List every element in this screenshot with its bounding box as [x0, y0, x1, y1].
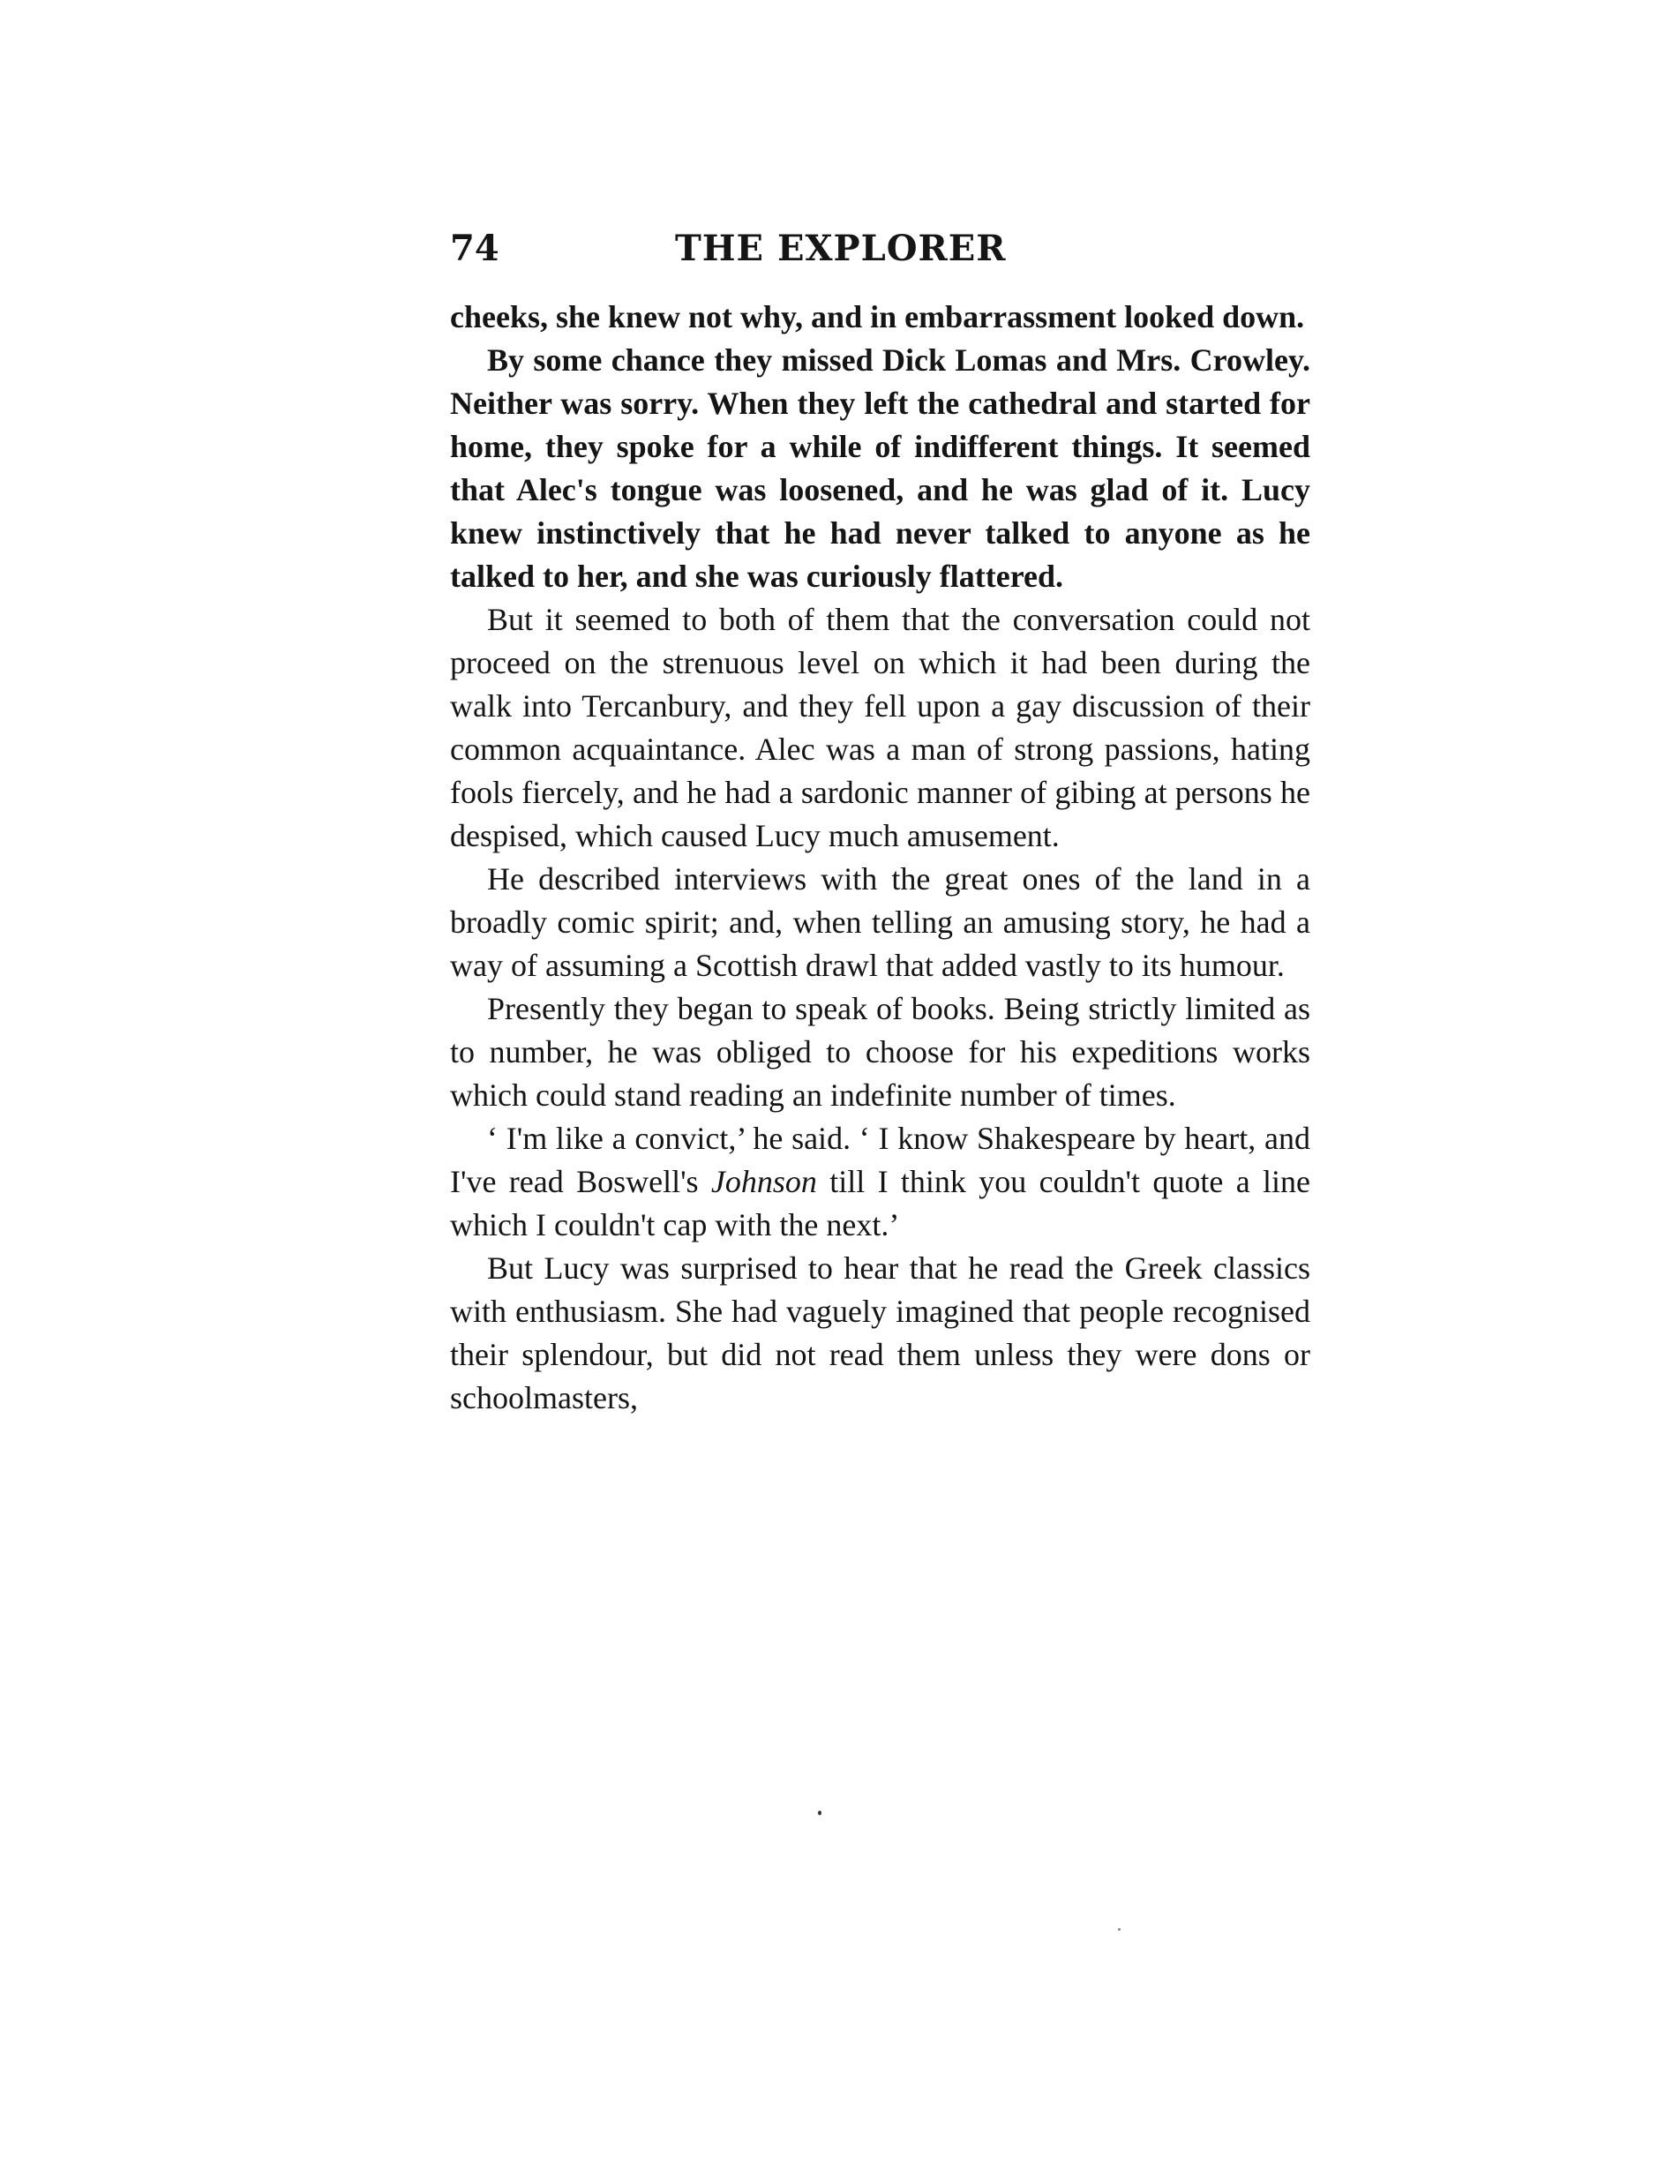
- running-title: THE EXPLORER: [675, 228, 1007, 269]
- paragraph-7: But Lucy was surprised to hear that he read the Greek classics with enthusiasm. She had vaguely imagined that people recognised their splendour, but did not read them unless they were dons or schoolmasters,: [450, 1250, 1310, 1415]
- paragraph-2: By some chance they missed Dick Lomas and Mrs. Crowley. Neither was sorry. When they left the cathedral and started for home, they spoke for a while of indifferent things. It seemed that Alec's tongue was loosened, and he was glad of it. Lucy knew instinctively that he had never talked to anyone as he talked to her, and she was curiously flattered.: [450, 342, 1310, 594]
- paragraph-5: Presently they began to speak of books. Being strictly limited as to number, he was obliged to choose for his expeditions works which could stand reading an indefinite number of times.: [450, 991, 1310, 1113]
- paragraph-6-part-2: till I think you couldn't quote a line which I couldn't cap with the next.’: [450, 1164, 1310, 1242]
- body-text: [450, 296, 1310, 1420]
- scan-speck: [818, 1811, 821, 1815]
- paragraph-6: [450, 1117, 1310, 1247]
- paragraph-1: cheeks, she knew not why, and in embarrassment looked down.: [450, 299, 1305, 334]
- page-header: [450, 228, 1310, 281]
- scan-speck: [1118, 1928, 1121, 1931]
- page-number: 74: [450, 228, 499, 269]
- book-title-johnson: Johnson: [710, 1164, 817, 1199]
- paragraph-3: But it seemed to both of them that the conversation could not proceed on the strenuous level on which it had been during the walk into Tercanbury, and they fell upon a gay discussion of their common acquaintance. Alec was a man of strong passions, hating fools fiercely, and he had a sardonic manner of gibing at persons he despised, which caused Lucy much amusement.: [450, 602, 1310, 853]
- paragraph-4: He described interviews with the great ones of the land in a broadly comic spirit; and, when telling an amusing story, he had a way of assuming a Scottish drawl that added vastly to its humour.: [450, 861, 1310, 983]
- paragraph-6-part-1: ‘ I'm like a convict,’ he said. ‘ I know Shakespeare by heart, and I've read Boswell's: [450, 1121, 1310, 1199]
